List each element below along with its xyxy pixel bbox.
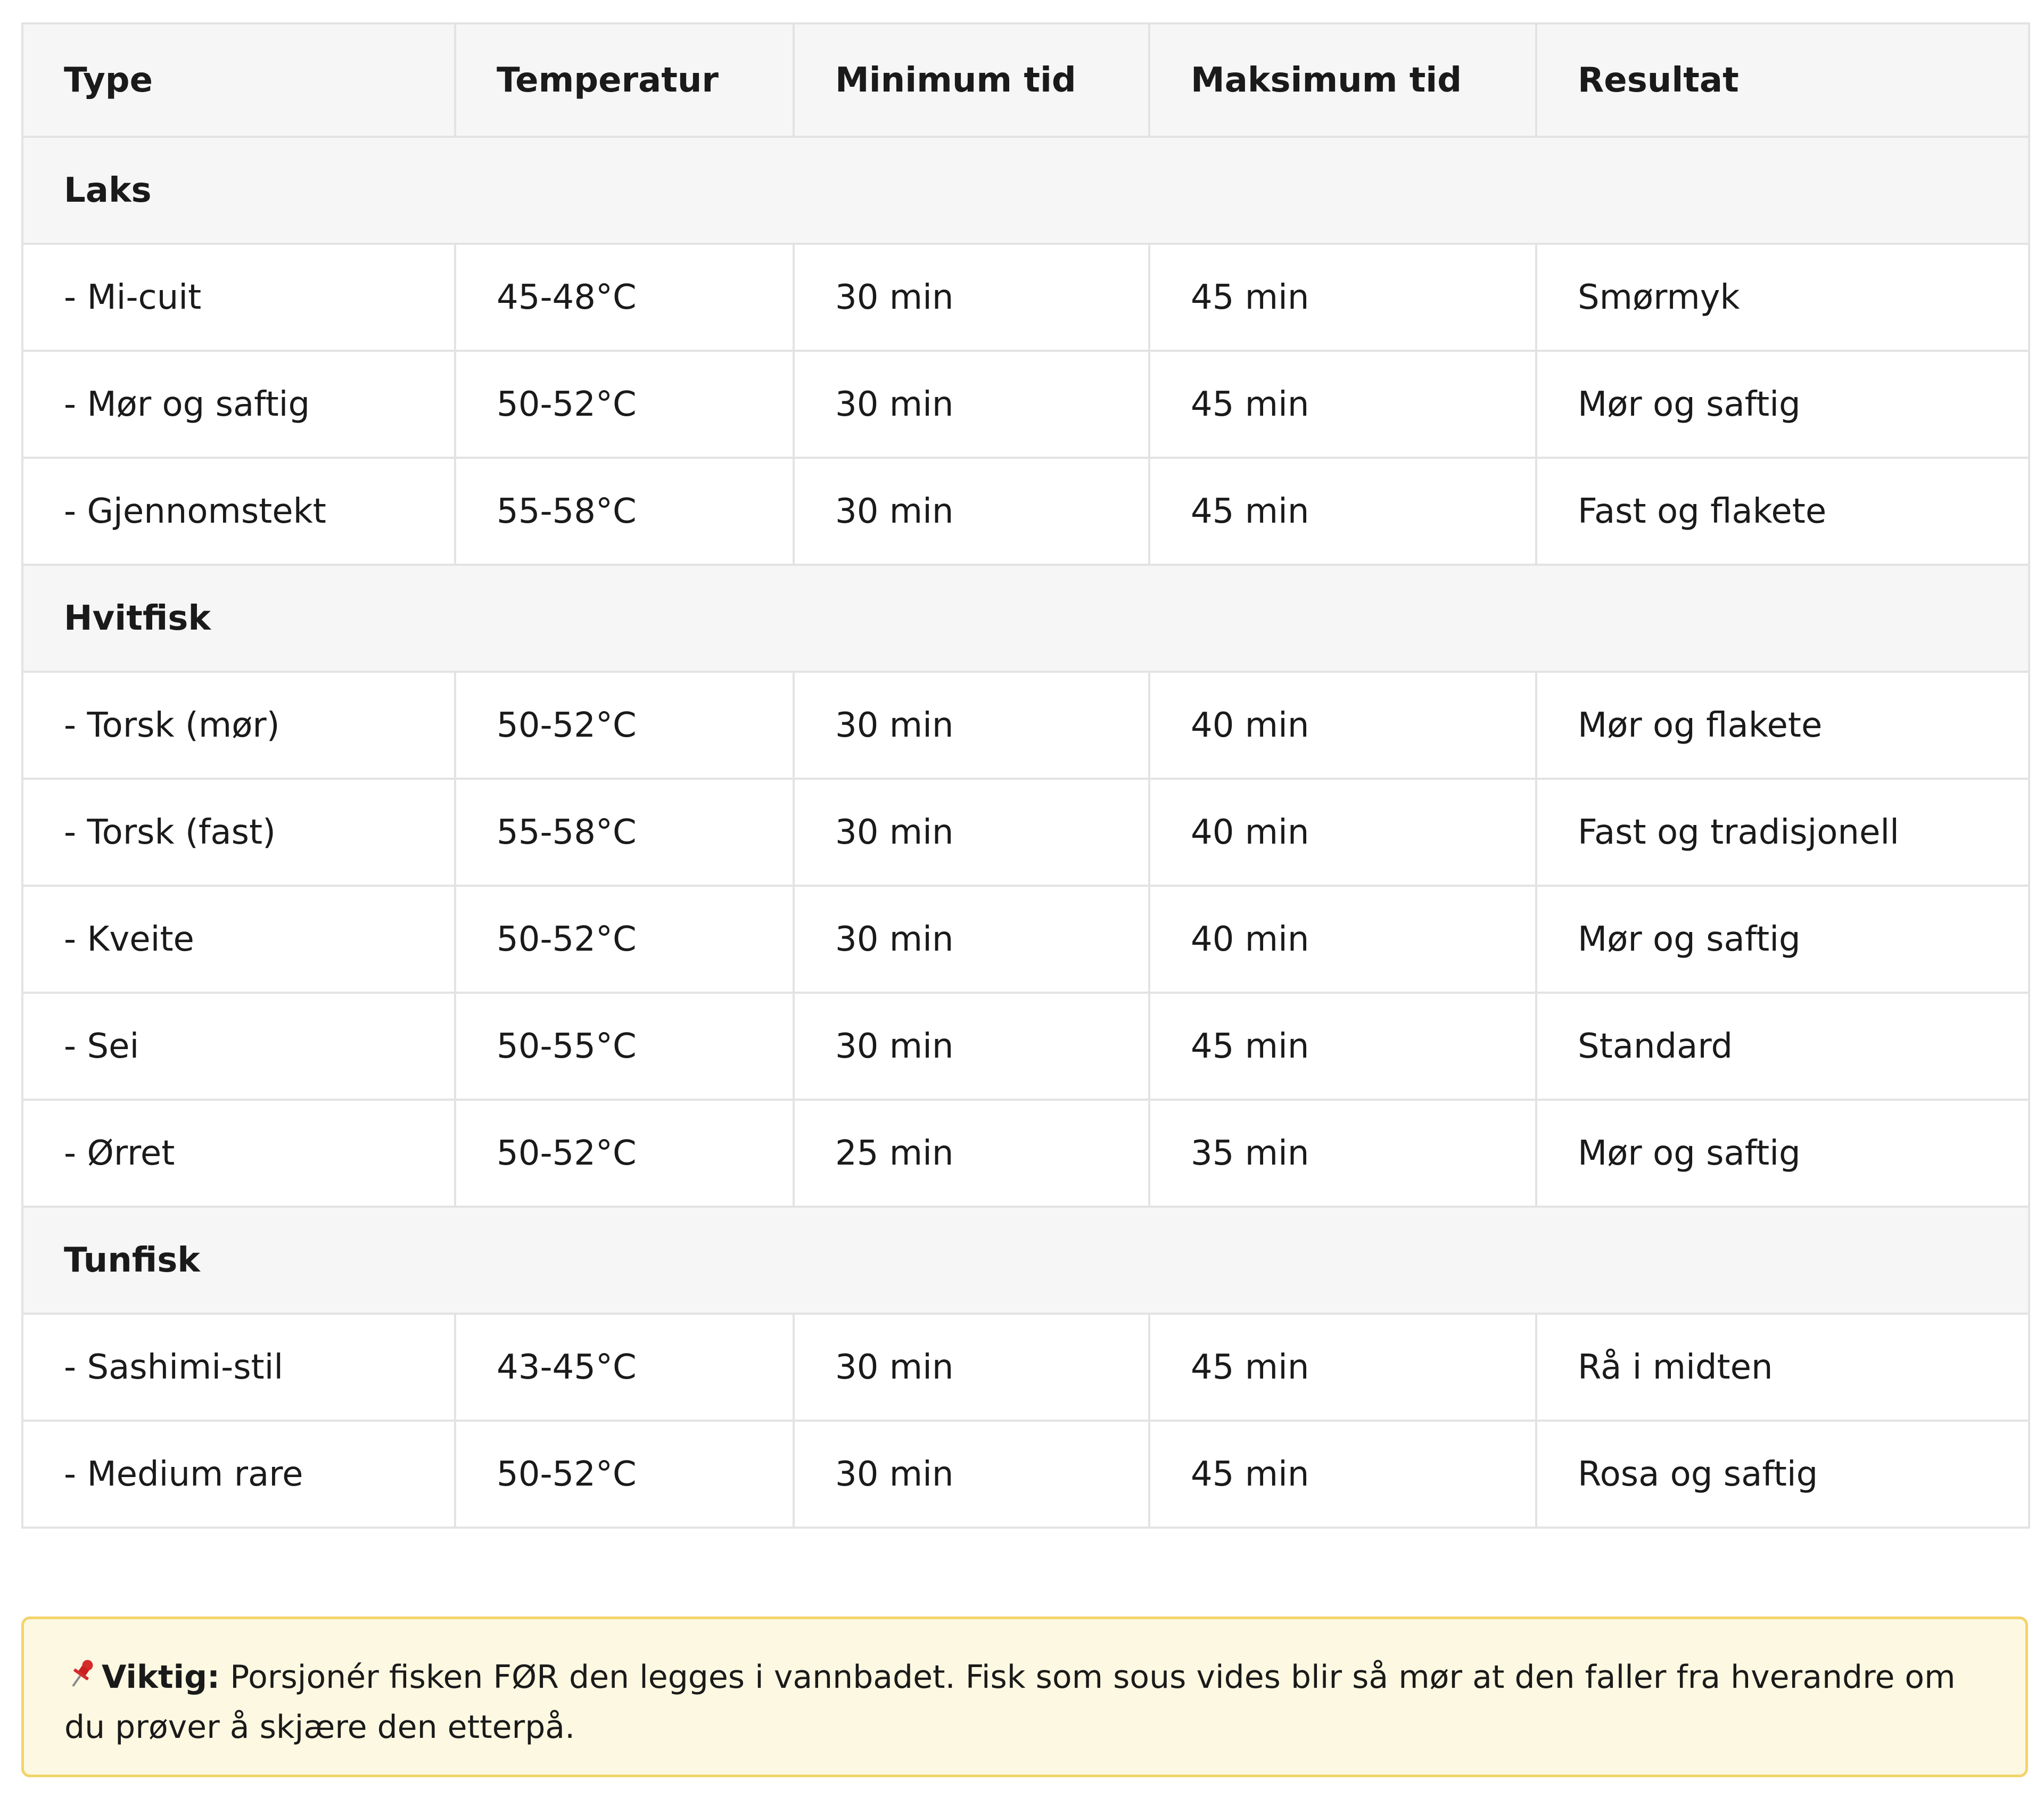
cell-min-time: 30 min [794,672,1149,779]
cell-result: Smørmyk [1536,244,2029,351]
table-row [22,351,2029,458]
cell-type: - Gjennomstekt [22,458,455,565]
cell-type: - Kveite [22,886,455,993]
cell-temperature: 55-58°C [455,779,794,886]
cell-temperature: 43-45°C [455,1314,794,1421]
table-row [22,886,2029,993]
cell-max-time: 45 min [1149,993,1536,1100]
table-row [22,1100,2029,1207]
cell-temperature: 55-58°C [455,458,794,565]
cell-max-time: 45 min [1149,1314,1536,1421]
cell-temperature: 50-52°C [455,1421,794,1528]
cell-type: - Mi-cuit [22,244,455,351]
header-min-time: Minimum tid [794,23,1149,137]
cell-max-time: 35 min [1149,1100,1536,1207]
cell-result: Mør og saftig [1536,1100,2029,1207]
cell-result: Fast og tradisjonell [1536,779,2029,886]
cell-min-time: 30 min [794,1314,1149,1421]
cell-type: - Mør og saftig [22,351,455,458]
cell-type: - Sashimi-stil [22,1314,455,1421]
cell-min-time: 30 min [794,886,1149,993]
table-row [22,458,2029,565]
cell-type: - Sei [22,993,455,1100]
header-max-time: Maksimum tid [1149,23,1536,137]
cell-result: Rosa og saftig [1536,1421,2029,1528]
cell-max-time: 40 min [1149,886,1536,993]
note-text: Porsjonér fisken FØR den legges i vannbadet. Fisk som sous vides blir så mør at den faller fra hverandre om du prøver å skjære den etterpå. [64,1659,1956,1746]
table-row [22,1314,2029,1421]
cell-result: Rå i midten [1536,1314,2029,1421]
cell-result: Fast og flakete [1536,458,2029,565]
cell-temperature: 50-52°C [455,672,794,779]
cell-temperature: 45-48°C [455,244,794,351]
cell-type: - Ørret [22,1100,455,1207]
cell-max-time: 45 min [1149,351,1536,458]
cell-min-time: 30 min [794,1421,1149,1528]
table-header [22,23,2029,137]
cell-max-time: 40 min [1149,672,1536,779]
cell-max-time: 45 min [1149,458,1536,565]
cell-min-time: 30 min [794,993,1149,1100]
header-type: Type [22,23,455,137]
table-row [22,1421,2029,1528]
cell-max-time: 45 min [1149,1421,1536,1528]
group-label: Laks [22,137,2029,244]
group-label: Hvitfisk [22,565,2029,672]
cell-max-time: 40 min [1149,779,1536,886]
group-row-hvitfisk [22,565,2029,672]
cell-result: Standard [1536,993,2029,1100]
cell-temperature: 50-55°C [455,993,794,1100]
cell-temperature: 50-52°C [455,1100,794,1207]
cell-type: - Medium rare [22,1421,455,1528]
important-note [21,1616,2028,1777]
cell-type: - Torsk (fast) [22,779,455,886]
cell-result: Mør og saftig [1536,886,2029,993]
table-row [22,993,2029,1100]
table-body [22,137,2029,1528]
cell-temperature: 50-52°C [455,886,794,993]
cell-min-time: 30 min [794,244,1149,351]
sous-vide-fish-table [21,22,2030,1529]
cell-result: Mør og flakete [1536,672,2029,779]
cell-min-time: 30 min [794,351,1149,458]
header-temperature: Temperatur [455,23,794,137]
cell-result: Mør og saftig [1536,351,2029,458]
group-label: Tunfisk [22,1207,2029,1314]
table-row [22,244,2029,351]
header-result: Resultat [1536,23,2029,137]
cell-max-time: 45 min [1149,244,1536,351]
group-row-laks [22,137,2029,244]
cell-temperature: 50-52°C [455,351,794,458]
pushpin-icon [64,1655,98,1689]
cell-min-time: 30 min [794,779,1149,886]
group-row-tunfisk [22,1207,2029,1314]
cell-type: - Torsk (mør) [22,672,455,779]
table-row [22,672,2029,779]
table-row [22,779,2029,886]
sous-vide-fish-table-wrapper [21,22,2028,1529]
cell-min-time: 30 min [794,458,1149,565]
note-label: Viktig: [102,1659,220,1696]
header-row [22,23,2029,137]
cell-min-time: 25 min [794,1100,1149,1207]
